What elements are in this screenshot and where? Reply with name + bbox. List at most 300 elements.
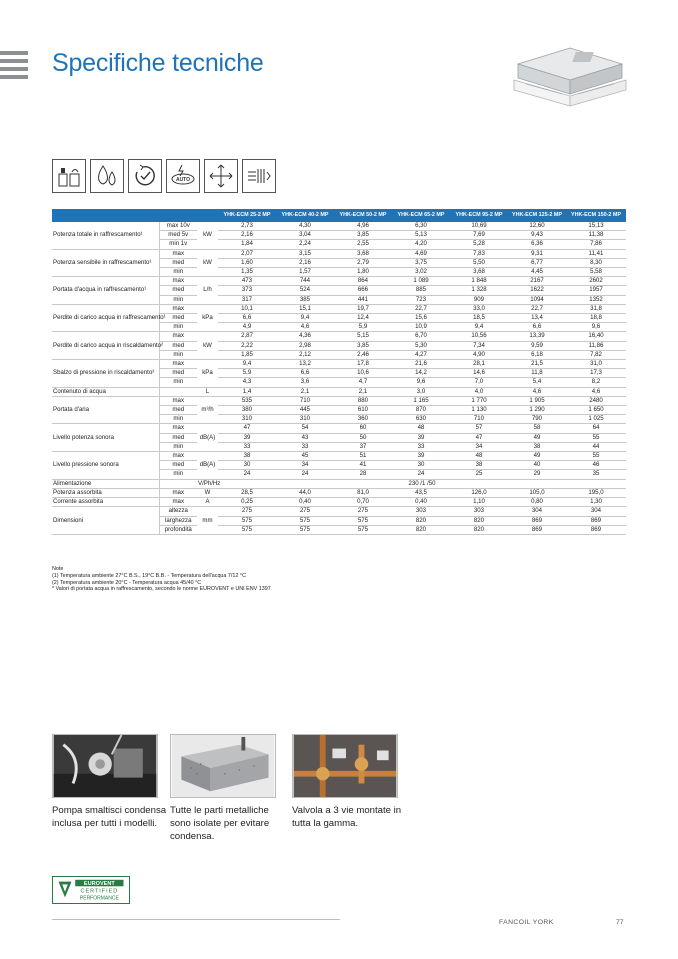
table-cell: 33 [392,442,450,451]
row-unit: kPa [197,304,218,332]
row-level [159,479,197,488]
row-label: Portata d'acqua in raffrescamento¹ [52,277,159,305]
table-cell: 30 [392,461,450,470]
table-cell: 50 [334,433,392,442]
table-cell: 15,6 [392,314,450,323]
table-cell: 6,6 [276,369,334,378]
table-cell: 275 [276,507,334,516]
row-level: med [159,258,197,267]
table-cell: 60 [334,424,392,433]
table-cell: 10,1 [218,304,276,313]
table-row [52,479,626,488]
page-title: Specifiche tecniche [52,49,264,77]
table-cell: 373 [218,286,276,295]
note-line: (2) Temperatura ambiente 20°C - Temperatura acqua 45/40 °C [52,579,202,586]
row-label: Portata d'aria [52,396,159,424]
row-level: med [159,314,197,323]
table-cell: 445 [276,406,334,415]
table-cell: 4,9 [218,323,276,332]
row-unit: L/h [197,277,218,305]
footer-divider [52,919,340,920]
row-level: med [159,341,197,350]
row-level: min [159,415,197,424]
table-cell: 64 [566,424,626,433]
row-level: max [159,452,197,461]
condensate-pump-photo [52,734,158,798]
table-cell: 869 [566,525,626,534]
row-label: Alimentazione [52,479,159,488]
table-cell: 43,5 [392,488,450,497]
row-level: max [159,277,197,286]
outdoor-unit-icon [52,159,86,193]
table-cell: 575 [218,525,276,534]
table-cell: 310 [218,415,276,424]
table-cell: 10,69 [450,222,508,231]
table-cell: 15,1 [276,304,334,313]
svg-text:CERTIFIED: CERTIFIED [80,888,119,895]
air-filter-icon [242,159,276,193]
table-cell: 1352 [566,295,626,304]
row-unit: A [197,498,218,507]
table-cell: 38 [450,461,508,470]
table-cell: 1622 [508,286,566,295]
three-way-valve-photo [292,734,398,798]
row-label: Contenuto di acqua [52,387,159,396]
table-cell: 7,82 [566,350,626,359]
column-header: YHK-ECM 95-2 MP [450,209,508,222]
row-level: med [159,286,197,295]
row-unit: kW [197,332,218,360]
table-cell: 0,25 [218,498,276,507]
row-unit: kW [197,249,218,277]
table-cell: 1 770 [450,396,508,405]
table-cell: 275 [334,507,392,516]
table-cell: 710 [450,415,508,424]
table-cell: 10,56 [450,332,508,341]
table-cell: 9,6 [392,378,450,387]
feature-caption: Pompa smaltisci condensa inclusa per tutti i modelli. [52,805,167,829]
table-cell: 11,8 [508,369,566,378]
table-cell: 5,15 [334,332,392,341]
table-cell: 0,40 [392,498,450,507]
table-cell: 57 [450,424,508,433]
table-cell: 1,35 [218,268,276,277]
table-cell: 2,87 [218,332,276,341]
table-cell: 4,45 [508,268,566,277]
table-cell: 1,80 [334,268,392,277]
table-cell: 7,34 [450,341,508,350]
table-row [52,277,626,286]
row-level: min [159,268,197,277]
table-cell: 3,85 [334,341,392,350]
table-cell: 575 [334,525,392,534]
table-cell: 21,5 [508,360,566,369]
row-level: min [159,350,197,359]
table-cell: 18,5 [450,314,508,323]
table-cell: 43 [276,433,334,442]
table-cell: 2,98 [276,341,334,350]
table-cell: 9,4 [218,360,276,369]
column-header: YHK-ECM 150-2 MP [566,209,626,222]
insulated-metal-photo [170,734,276,798]
table-cell: 790 [508,415,566,424]
table-cell: 2,07 [218,249,276,258]
row-unit: L [197,387,218,396]
table-row [52,452,626,461]
row-unit: kW [197,222,218,249]
table-cell: 31,8 [566,304,626,313]
table-cell: 6,77 [508,258,566,267]
table-header [52,209,626,222]
table-cell: 31,0 [566,360,626,369]
table-cell: 1 290 [508,406,566,415]
table-cell: 2,1 [276,387,334,396]
table-cell: 2,22 [218,341,276,350]
table-cell: 54 [276,424,334,433]
column-header: YHK-ECM 65-2 MP [392,209,450,222]
row-level: max [159,332,197,341]
table-cell: 7,86 [566,240,626,249]
table-row [52,424,626,433]
table-cell: 14,6 [450,369,508,378]
table-cell: 4,90 [450,350,508,359]
table-cell: 7,83 [450,249,508,258]
table-cell: 5,9 [218,369,276,378]
table-cell: 1 905 [508,396,566,405]
table-cell: 13,2 [276,360,334,369]
table-cell: 575 [276,516,334,525]
column-header: YHK-ECM 25-2 MP [218,209,276,222]
table-cell: 28,5 [218,488,276,497]
row-label: Dimensioni [52,507,159,535]
column-header: YHK-ECM 125-2 MP [508,209,566,222]
table-cell: 17,8 [334,360,392,369]
table-cell: 1 025 [566,415,626,424]
table-cell: 39 [392,452,450,461]
table-cell: 1,57 [276,268,334,277]
table-cell: 22,7 [392,304,450,313]
table-cell: 21,6 [392,360,450,369]
table-row [52,304,626,313]
table-cell: 0,40 [276,498,334,507]
table-cell: 33 [218,442,276,451]
table-cell: 5,30 [392,341,450,350]
table-cell: 524 [276,286,334,295]
row-label: Corrente assorbita [52,498,159,507]
table-cell: 1,85 [218,350,276,359]
table-cell: 10,9 [392,323,450,332]
row-level: max [159,249,197,258]
table-cell: 2480 [566,396,626,405]
table-cell: 1094 [508,295,566,304]
water-drops-icon [90,159,124,193]
table-row [52,249,626,258]
table-cell: 7,0 [450,378,508,387]
table-cell: 3,6 [276,378,334,387]
table-cell: 45 [276,452,334,461]
table-cell: 39 [218,433,276,442]
table-cell: 105,0 [508,488,566,497]
table-cell: 30 [218,461,276,470]
table-cell: 40 [508,461,566,470]
table-cell: 3,75 [392,258,450,267]
feature-icons [52,159,276,193]
table-cell: 6,18 [508,350,566,359]
table-cell: 34 [276,461,334,470]
table-row [52,332,626,341]
table-cell: 1 165 [392,396,450,405]
table-cell: 5,4 [508,378,566,387]
row-unit: W [197,488,218,497]
table-cell: 39 [392,433,450,442]
table-cell: 3,0 [392,387,450,396]
table-row [52,498,626,507]
table-cell: 24 [276,470,334,479]
table-cell: 0,70 [334,498,392,507]
table-cell: 869 [508,525,566,534]
table-cell: 46 [566,461,626,470]
row-level: min [159,323,197,332]
note-title: Note [52,566,64,572]
table-cell: 2,16 [218,231,276,240]
table-cell: 575 [334,516,392,525]
table-cell: 29 [508,470,566,479]
table-cell: 35 [566,470,626,479]
table-cell: 820 [392,516,450,525]
table-cell: 575 [276,525,334,534]
table-cell: 3,68 [334,249,392,258]
table-cell: 55 [566,433,626,442]
table-cell: 2,16 [276,258,334,267]
table-cell: 28 [334,470,392,479]
footer-brand: FANCOIL YORK [499,919,554,926]
spec-table [52,209,626,535]
table-row [52,507,626,516]
table-cell: 303 [392,507,450,516]
row-level: max [159,498,197,507]
row-level: larghezza [159,516,197,525]
table-cell: 2,79 [334,258,392,267]
table-cell: 864 [334,277,392,286]
table-row [52,387,626,396]
table-cell: 6,30 [392,222,450,231]
table-cell: 1,84 [218,240,276,249]
table-cell: 3,85 [334,231,392,240]
svg-text:PERFORMANCE: PERFORMANCE [79,895,119,902]
table-cell: 5,58 [566,268,626,277]
table-cell: 317 [218,295,276,304]
table-cell: 820 [392,525,450,534]
table-cell: 2167 [508,277,566,286]
table-cell: 2602 [566,277,626,286]
notes [52,566,271,593]
table-cell: 5,9 [334,323,392,332]
row-level [159,387,197,396]
row-level: max [159,304,197,313]
row-label: Livello potenza sonora [52,424,159,452]
table-row [52,222,626,231]
table-cell: 19,7 [334,304,392,313]
row-level: min [159,378,197,387]
table-cell: 575 [218,516,276,525]
table-cell: 1,60 [218,258,276,267]
table-cell: 744 [276,277,334,286]
table-cell: 2,55 [334,240,392,249]
row-level: med [159,406,197,415]
table-cell: 13,4 [508,314,566,323]
note-line: * Valori di portata acqua in raffrescamento, secondo le norme EUROVENT e UNI ENV 1397 [52,586,271,593]
table-cell: 4,7 [334,378,392,387]
table-cell: 24 [218,470,276,479]
column-header: YHK-ECM 50-2 MP [334,209,392,222]
table-cell: 304 [566,507,626,516]
feature-caption: Tutte le parti metalliche sono isolate per evitare condensa. [170,805,270,842]
row-level: med [159,369,197,378]
table-cell: 49 [508,452,566,461]
table-cell: 275 [218,507,276,516]
menu-lines [0,51,28,83]
table-cell: 16,40 [566,332,626,341]
row-level: max [159,488,197,497]
row-level: med [159,461,197,470]
table-cell: 47 [450,433,508,442]
table-cell: 1 328 [450,286,508,295]
table-cell: 9,4 [276,314,334,323]
row-label: Perdite di carico acqua in raffrescamento¹ [52,304,159,332]
row-level: max [159,424,197,433]
table-cell: 38 [508,442,566,451]
row-unit: dB(A) [197,452,218,480]
table-cell: 610 [334,406,392,415]
row-label: Potenza totale in raffrescamento¹ [52,222,159,249]
table-cell: 303 [450,507,508,516]
table-cell: 28,1 [450,360,508,369]
table-cell: 909 [450,295,508,304]
table-cell: 723 [392,295,450,304]
row-unit: m³/h [197,396,218,424]
table-cell: 473 [218,277,276,286]
row-label: Potenza sensibile in raffrescamento¹ [52,249,159,277]
table-cell: 44 [566,442,626,451]
table-cell: 2,24 [276,240,334,249]
row-unit: mm [197,507,218,535]
table-cell: 58 [508,424,566,433]
table-cell: 820 [450,525,508,534]
table-cell: 6,6 [508,323,566,332]
four-way-airflow-icon [204,159,238,193]
table-cell: 630 [392,415,450,424]
table-cell: 4,69 [392,249,450,258]
table-cell: 9,4 [450,323,508,332]
feature-caption: Valvola a 3 vie montate in tutta la gamma. [292,805,402,829]
table-cell: 17,3 [566,369,626,378]
row-level: min [159,470,197,479]
table-cell: 9,6 [566,323,626,332]
table-cell: 37 [334,442,392,451]
table-cell: 1957 [566,286,626,295]
table-cell: 51 [334,452,392,461]
table-cell: 1,30 [566,498,626,507]
table-cell: 2,1 [334,387,392,396]
row-level: min [159,295,197,304]
table-cell: 4,3 [218,378,276,387]
table-cell: 6,70 [392,332,450,341]
row-unit: dB(A) [197,424,218,452]
table-cell: 12,4 [334,314,392,323]
table-cell: 310 [276,415,334,424]
svg-text:EUROVENT: EUROVENT [83,880,115,887]
column-header: YHK-ECM 40-2 MP [276,209,334,222]
row-level: min [159,442,197,451]
table-cell: 13,39 [508,332,566,341]
table-cell: 9,31 [508,249,566,258]
table-cell: 710 [276,396,334,405]
table-cell: 195,0 [566,488,626,497]
table-cell: 6,36 [508,240,566,249]
table-cell: 2,46 [334,350,392,359]
table-cell: 870 [392,406,450,415]
table-cell: 8,30 [566,258,626,267]
table-cell: 33 [276,442,334,451]
table-cell: 820 [450,516,508,525]
row-level: max [159,360,197,369]
row-level: med [159,433,197,442]
table-cell: 1 130 [450,406,508,415]
row-level: profondità [159,525,197,534]
table-cell: 3,02 [392,268,450,277]
eurovent-logo [52,876,130,904]
table-cell: 48 [450,452,508,461]
table-row [52,488,626,497]
table-cell: 10,6 [334,369,392,378]
table-cell: 3,68 [450,268,508,277]
auto-mode-icon [166,159,200,193]
row-label: Perdite di carico acqua in riscaldamento² [52,332,159,360]
table-cell: 4,36 [276,332,334,341]
table-cell: 11,38 [566,231,626,240]
table-cell: 22,7 [508,304,566,313]
table-cell: 44,0 [276,488,334,497]
row-label: Sbalzo di pressione in riscaldamento² [52,360,159,388]
table-cell: 12,60 [508,222,566,231]
table-cell: 1 848 [450,277,508,286]
svg-text:AUTO: AUTO [175,177,191,183]
table-cell: 3,04 [276,231,334,240]
table-cell: 4,96 [334,222,392,231]
row-unit: kPa [197,360,218,388]
table-row [52,360,626,369]
table-cell: 41 [334,461,392,470]
table-cell: 5,28 [450,240,508,249]
note-line: (1) Temperatura ambiente 27°C B.S., 19°C B.B. - Temperatura dell'acqua 7/12 °C [52,572,246,579]
table-cell: 1 089 [392,277,450,286]
table-cell: 4,6 [276,323,334,332]
table-cell: 4,20 [392,240,450,249]
table-cell: 5,13 [392,231,450,240]
table-cell: 230 /1 /50 [218,479,626,488]
table-cell: 4,6 [566,387,626,396]
table-cell: 4,30 [276,222,334,231]
row-unit: V/Ph/Hz [198,479,221,487]
table-cell: 869 [566,516,626,525]
table-cell: 9,59 [508,341,566,350]
table-row [52,396,626,405]
table-cell: 48 [392,424,450,433]
table-cell: 2,12 [276,350,334,359]
row-label: Livello pressione sonora [52,452,159,480]
table-cell: 1 650 [566,406,626,415]
table-cell: 6,6 [218,314,276,323]
